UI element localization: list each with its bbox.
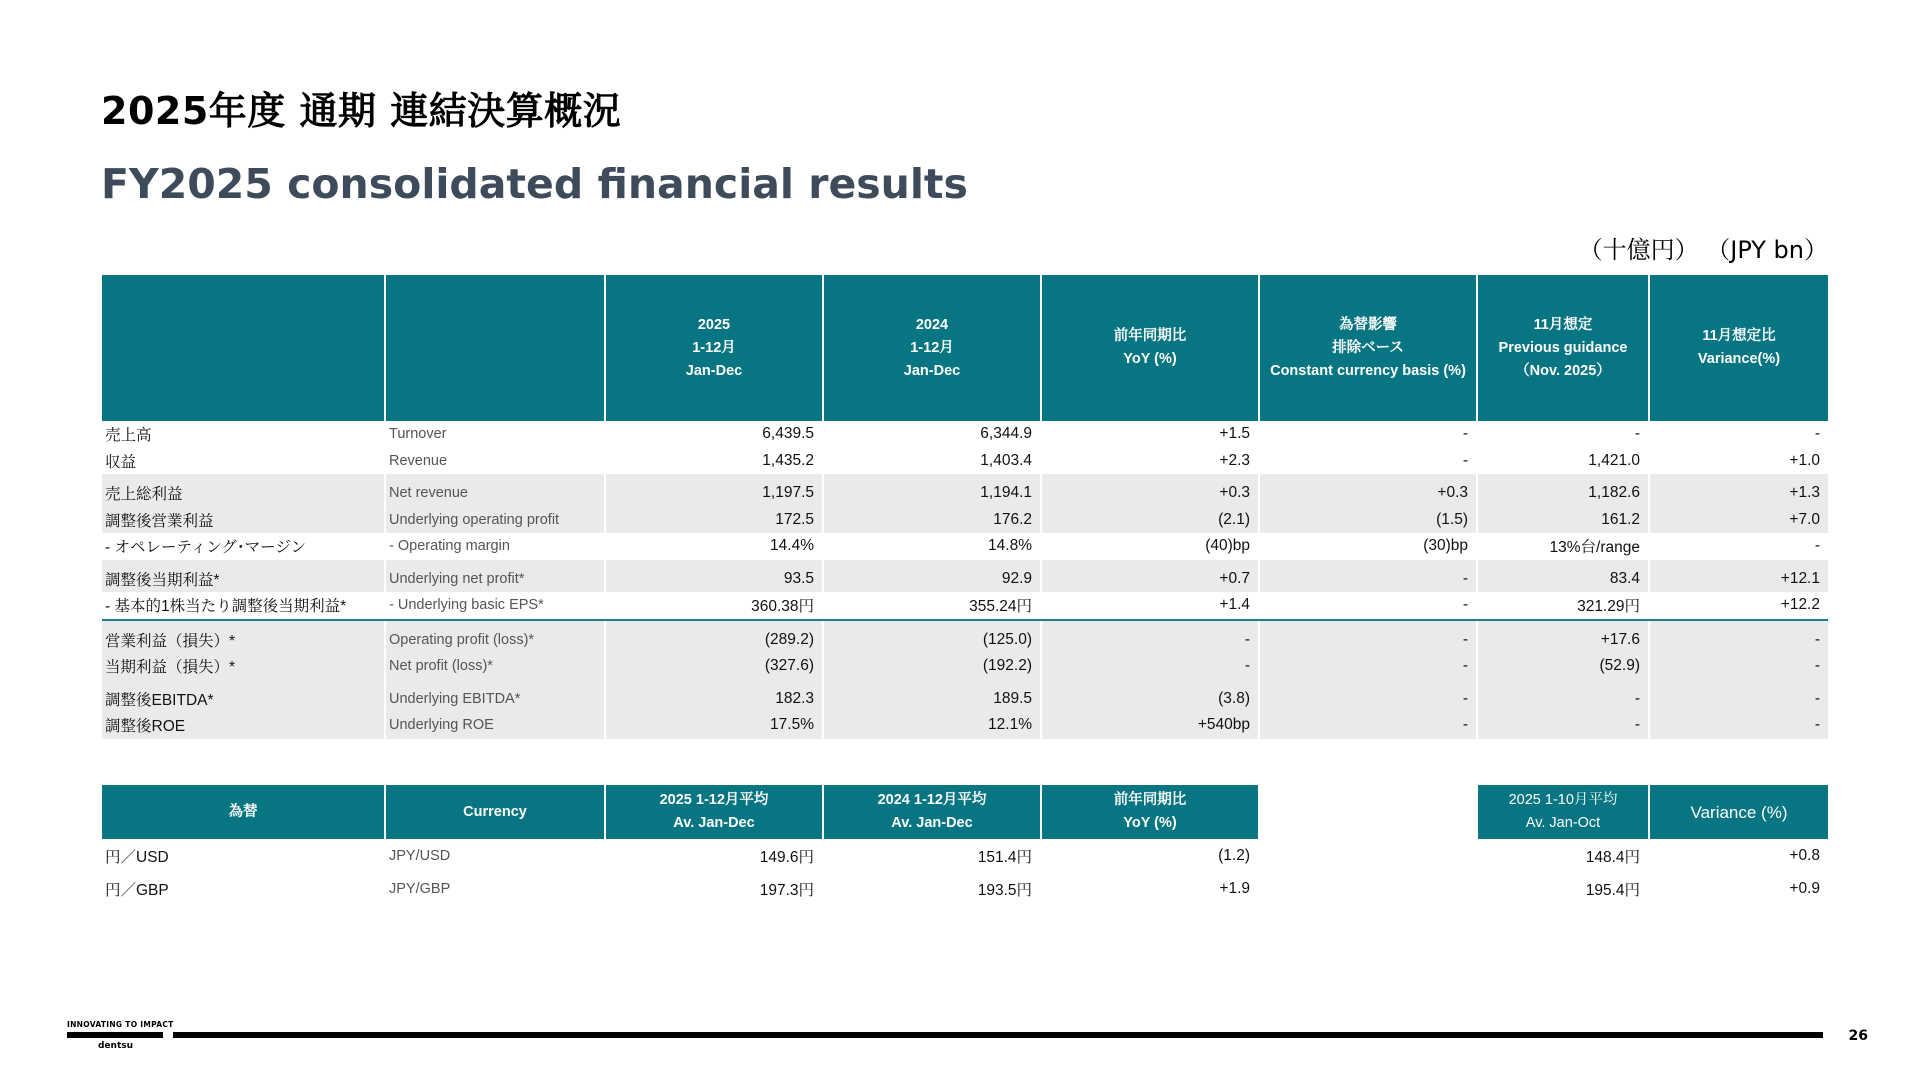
cell-v2025: 93.5 [605,566,823,593]
fx-label-jp: 円／USD [105,848,169,866]
header-2025: 2025 1-12月 Jan-Dec [605,275,823,421]
header-yoy: 前年同期比 YoY (%) [1041,275,1259,421]
header-label-en [385,275,605,421]
cell-v2025: (327.6) [605,653,823,680]
cell-v2024: 92.9 [823,566,1041,593]
cell-v2024: 355.24円 [823,592,1041,620]
cell-gap [1259,839,1477,872]
cell-guid: 161.2 [1477,507,1649,534]
fx-header-yoy: 前年同期比 YoY (%) [1041,785,1259,839]
fx-label-en: JPY/GBP [385,872,605,905]
cell-var: - [1649,686,1828,713]
cell-guid: (52.9) [1477,653,1649,680]
cell-guid: 1,421.0 [1477,448,1649,475]
cell-var: +7.0 [1649,507,1828,534]
dentsu-logo: dentsu [98,1041,134,1051]
row-label-en: Turnover [385,421,605,448]
cell-v2024: 1,194.1 [823,480,1041,507]
footer-tagline: INNOVATING TO IMPACT [67,1020,174,1029]
unit-note: （十億円） （JPY bn） [1578,236,1828,264]
cell-v2025: 172.5 [605,507,823,534]
cell-yoy: +540bp [1041,712,1259,739]
cell-v2024: 12.1% [823,712,1041,739]
cell-yoy: +0.3 [1041,480,1259,507]
table-row [102,712,1828,739]
cell-yoy: (40)bp [1041,533,1259,560]
cell-var: +1.3 [1649,480,1828,507]
cell-cc: - [1259,448,1477,475]
cell-v2024: 176.2 [823,507,1041,534]
cell-avg2025: 197.3円 [605,872,823,905]
cell-guid: - [1477,712,1649,739]
table-row [102,627,1828,654]
cell-avg2025: 149.6円 [605,839,823,872]
cell-cc: - [1259,653,1477,680]
row-label-en: - Operating margin [385,533,605,560]
row-label-en: Revenue [385,448,605,475]
cell-yoy: - [1041,653,1259,680]
cell-cc: - [1259,421,1477,448]
row-label-jp: - オペレーティング･マージン [105,539,306,557]
table-row [102,839,1828,872]
table-row [102,653,1828,680]
cell-cc: (1.5) [1259,507,1477,534]
row-label-en: Underlying operating profit [385,507,605,534]
row-label-jp: 当期利益（損失）* [102,653,385,680]
cell-v2025: 6,439.5 [605,421,823,448]
row-label-jp: 売上総利益 [102,480,385,507]
cell-assumed: 195.4円 [1477,872,1649,905]
page-title-jp: 2025年度 通期 連結決算概況 [101,89,622,133]
row-label-jp: - 基本的1株当たり調整後当期利益* [102,592,385,620]
fx-header-variance: Variance (%) [1649,785,1828,839]
cell-variance: +0.8 [1649,839,1828,872]
table-row [102,507,1828,534]
fx-header-en: Currency [385,785,605,839]
cell-guid: 13%台/range [1477,533,1649,560]
cell-gap [1259,872,1477,905]
cell-guid: +17.6 [1477,627,1649,654]
cell-guid: 321.29円 [1477,592,1649,620]
cell-v2024: 14.8% [823,533,1041,560]
cell-v2024: (192.2) [823,653,1041,680]
row-label-en: Operating profit (loss)* [385,627,605,654]
footer-divider-short [67,1032,163,1038]
table-row [102,592,1828,620]
row-label-en: Underlying ROE [385,712,605,739]
currency-table [102,785,1828,905]
cell-v2025: 182.3 [605,686,823,713]
cell-avg2024: 193.5円 [823,872,1041,905]
table-row [102,448,1828,475]
row-label-en: Net profit (loss)* [385,653,605,680]
cell-v2024: 189.5 [823,686,1041,713]
row-label-jp: 調整後当期利益* [102,566,385,593]
fx-header-gap [1259,785,1477,839]
cell-v2024: 1,403.4 [823,448,1041,475]
currency-header-row [102,785,1828,839]
cell-var: - [1649,653,1828,680]
cell-yoy: (1.2) [1041,839,1259,872]
cell-v2025: 14.4% [605,533,823,560]
table-row [102,533,1828,560]
row-spacer [102,620,1828,627]
fx-label-en: JPY/USD [385,839,605,872]
table-row [102,480,1828,507]
cell-assumed: 148.4円 [1477,839,1649,872]
row-label-en: - Underlying basic EPS* [385,592,605,620]
page-number: 26 [1848,1028,1868,1044]
cell-var: +12.1 [1649,566,1828,593]
cell-guid: - [1477,421,1649,448]
cell-yoy: - [1041,627,1259,654]
header-previous-guidance: 11月想定 Previous guidance （Nov. 2025） [1477,275,1649,421]
header-2024: 2024 1-12月 Jan-Dec [823,275,1041,421]
cell-cc: - [1259,686,1477,713]
cell-cc: - [1259,712,1477,739]
cell-yoy: (3.8) [1041,686,1259,713]
table-row [102,421,1828,448]
cell-v2025: 1,435.2 [605,448,823,475]
fx-header-jp: 為替 [102,785,385,839]
table-row [102,686,1828,713]
cell-v2025: (289.2) [605,627,823,654]
cell-yoy: +1.5 [1041,421,1259,448]
footer-divider [173,1032,1823,1038]
table-row [102,566,1828,593]
row-label-en: Underlying net profit* [385,566,605,593]
cell-guid: - [1477,686,1649,713]
fx-header-assumed: 2025 1-10月平均 Av. Jan-Oct [1477,785,1649,839]
cell-cc: (30)bp [1259,533,1477,560]
cell-v2025: 17.5% [605,712,823,739]
row-label-jp: 収益 [105,453,137,471]
row-label-en: Underlying EBITDA* [385,686,605,713]
cell-guid: 1,182.6 [1477,480,1649,507]
cell-yoy: (2.1) [1041,507,1259,534]
cell-yoy: +0.7 [1041,566,1259,593]
cell-avg2024: 151.4円 [823,839,1041,872]
cell-cc: - [1259,592,1477,620]
cell-v2024: (125.0) [823,627,1041,654]
header-label-jp [102,275,385,421]
cell-var: - [1649,533,1828,560]
cell-var: +1.0 [1649,448,1828,475]
cell-yoy: +2.3 [1041,448,1259,475]
header-variance: 11月想定比 Variance(%) [1649,275,1828,421]
cell-guid: 83.4 [1477,566,1649,593]
row-label-en: Net revenue [385,480,605,507]
financial-results-table [102,275,1828,739]
fx-header-avg-2025: 2025 1-12月平均 Av. Jan-Dec [605,785,823,839]
cell-var: +12.2 [1649,592,1828,620]
fx-header-avg-2024: 2024 1-12月平均 Av. Jan-Dec [823,785,1041,839]
cell-cc: - [1259,566,1477,593]
cell-yoy: +1.9 [1041,872,1259,905]
cell-yoy: +1.4 [1041,592,1259,620]
cell-var: - [1649,712,1828,739]
cell-v2025: 1,197.5 [605,480,823,507]
table-header-row [102,275,1828,421]
header-constant-currency: 為替影響 排除ベース Constant currency basis (%) [1259,275,1477,421]
cell-cc: - [1259,627,1477,654]
cell-v2025: 360.38円 [605,592,823,620]
cell-cc: +0.3 [1259,480,1477,507]
fx-label-jp: 円／GBP [105,881,169,899]
cell-variance: +0.9 [1649,872,1828,905]
row-label-jp: 調整後営業利益 [102,507,385,534]
table-row [102,872,1828,905]
row-label-jp: 営業利益（損失）* [102,627,385,654]
row-label-jp: 売上高 [105,427,152,445]
row-label-jp: 調整後ROE [102,712,385,739]
cell-var: - [1649,421,1828,448]
cell-v2024: 6,344.9 [823,421,1041,448]
cell-var: - [1649,627,1828,654]
page-title-en: FY2025 consolidated financial results [101,160,968,208]
row-label-jp: 調整後EBITDA* [102,686,385,713]
